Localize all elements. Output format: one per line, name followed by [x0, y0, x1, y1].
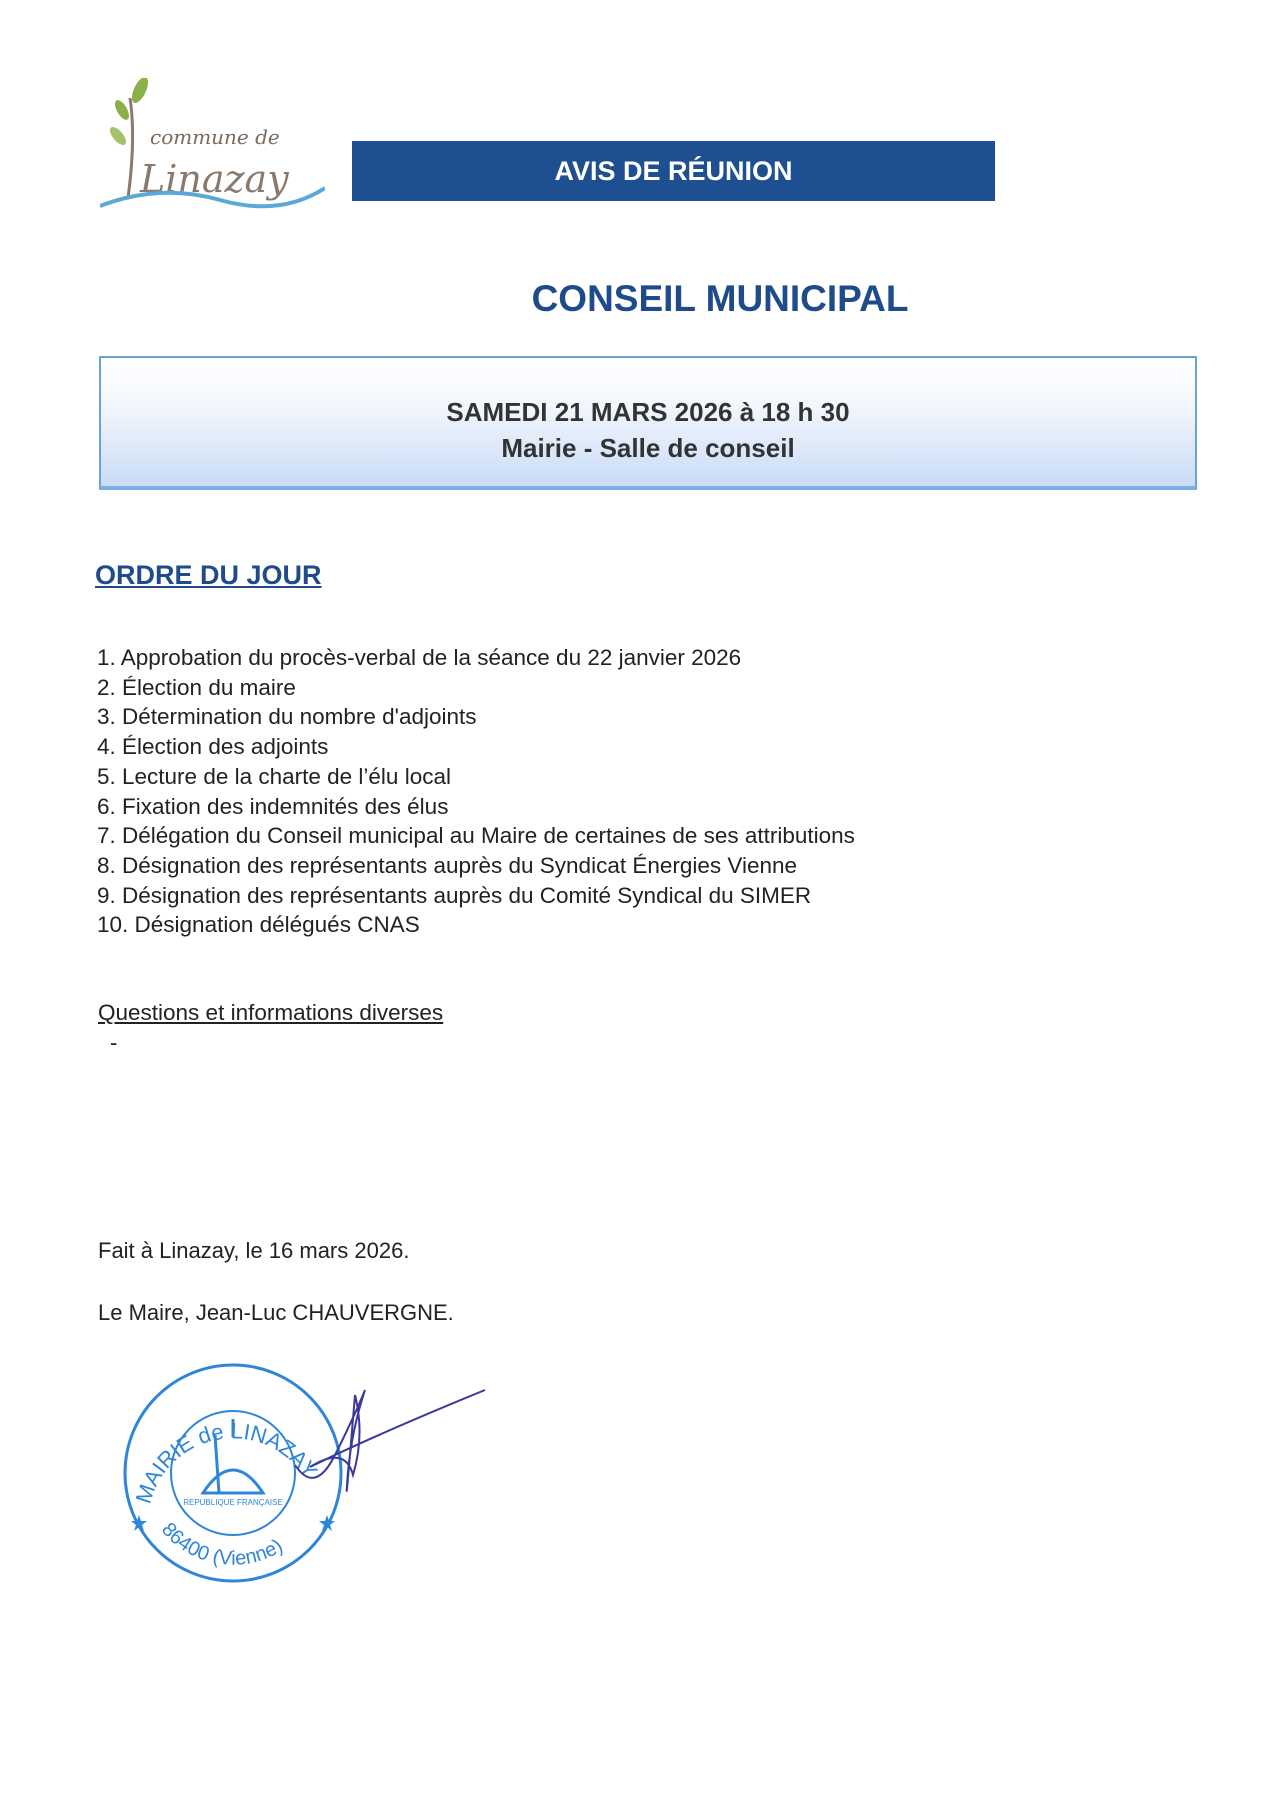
logo-line2: Linazay [140, 157, 289, 201]
signatory: Le Maire, Jean-Luc CHAUVERGNE. [98, 1300, 454, 1325]
notice-banner: AVIS DE RÉUNION [352, 141, 995, 201]
agenda-item: 6. Fixation des indemnités des élus [97, 793, 449, 819]
agenda-item: 9. Désignation des représentants auprès du Comité Syndical du SIMER [97, 882, 812, 908]
page-title: CONSEIL MUNICIPAL [531, 278, 909, 319]
agenda-item: 4. Élection des adjoints [97, 734, 329, 760]
signature [295, 1390, 485, 1491]
agenda-item: 5. Lecture de la charte de l’élu local [97, 763, 451, 789]
agenda-item: 7. Délégation du Conseil municipal au Maire de certaines de ses attributions [97, 823, 855, 849]
logo-line1: commune de [150, 125, 280, 149]
agenda-item: 1. Approbation du procès-verbal de la séance du 22 janvier 2026 [97, 645, 742, 670]
agenda-item: 2. Élection du maire [97, 674, 296, 700]
agenda-item: 8. Désignation des représentants auprès du Syndicat Énergies Vienne [97, 852, 798, 878]
questions-item: - [110, 1030, 118, 1055]
meeting-date: SAMEDI 21 MARS 2026 à 18 h 30 [446, 397, 850, 427]
mayor-stamp-and-signature [115, 1355, 515, 1595]
meeting-place: Mairie - Salle de conseil [501, 433, 795, 463]
meeting-info-box [99, 356, 1197, 490]
agenda-item: 10. Désignation délégués CNAS [97, 912, 420, 938]
place-date: Fait à Linazay, le 16 mars 2026. [98, 1238, 410, 1263]
agenda-heading: ORDRE DU JOUR [95, 560, 322, 590]
stamp-center-text: REPUBLIQUE FRANÇAISE [183, 1498, 283, 1507]
agenda-item: 3. Détermination du nombre d'adjoints [97, 704, 477, 730]
agenda-list [97, 643, 855, 940]
questions-heading: Questions et informations diverses [98, 1000, 444, 1025]
stamp-top-text: MAIRIE de LINAZAY [130, 1418, 323, 1507]
stamp-bottom-text: 86400 (Vienne) [157, 1518, 287, 1570]
commune-logo [100, 78, 325, 218]
